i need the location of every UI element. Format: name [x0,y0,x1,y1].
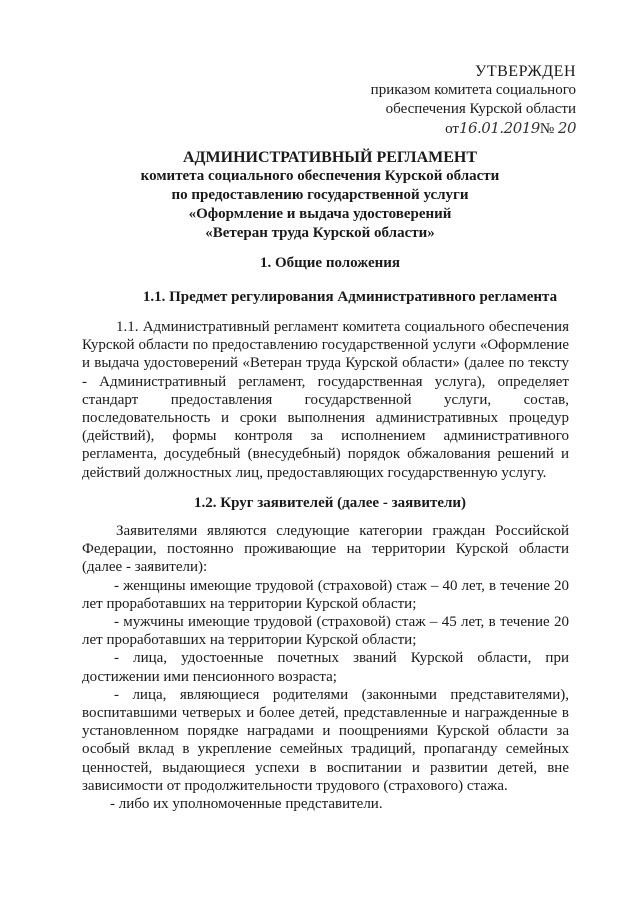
number-prefix: № [539,121,555,137]
title-line: «Ветеран труда Курской области» [205,225,435,241]
list-item: - мужчины имеющие трудовой (страховой) стаж – 45 лет, в течение 20 лет проработавших на территории Курской области; [82,614,569,649]
applicants-list [82,522,569,813]
subsection-heading: 1.1. Предмет регулирования Административного регламента [142,289,558,305]
date-prefix: от [445,121,459,137]
approval-line: приказом комитета социального [370,82,576,98]
list-item: - лица, являющиеся родителями (законными представителями), воспитавшими четверых и более детей, представленные и награжденные в установленном порядке наградами и поощрениями Курской области за особый вклад в укрепление семейных традиций, пропаганду семейных ценностей, выдающиеся успехи в воспитании и развитии детей, вне зависимости от продолжительности трудового (страхового) стажа. [82,686,569,794]
list-item: - лица, удостоенные почетных званий Курской области, при достижении ими пенсионного возраста; [82,650,569,685]
title-line: по предоставлению государственной услуги [171,187,469,203]
paragraph-text: Заявителями являются следующие категории граждан Российской Федерации, постоянно проживающие на территории Курской области (далее - заявители): [82,523,569,576]
subsection-paragraph [82,318,569,482]
title-main: АДМИНИСТРАТИВНЫЙ РЕГЛАМЕНТ [182,149,478,166]
document-title [60,148,580,243]
approval-stamp [316,62,576,139]
handwritten-date: 16.01.2019 [458,119,540,137]
approval-heading: УТВЕРЖДЕН [475,63,576,80]
paragraph-text: 1.1. Административный регламент комитета социального обеспечения Курской области по предоставлению государственной услуги «Оформление и выдача удостоверений «Ветеран труда Курской области» (далее по тексту - Административный регламент, государственная услуга), определяет стандарт предоставления государственной услуги, состав, последовательность и сроки выполнения административных процедур (действий), формы контроля за исполнением административного регламента, досудебный (внесудебный) порядок обжалования решений и действий должностных лиц, предоставляющих государственную услугу. [82,319,569,481]
approval-date-line [316,119,576,139]
handwritten-number: 20 [557,119,576,137]
approval-line: обеспечения Курской области [385,101,576,117]
section-heading: 1. Общие положения [259,255,401,271]
title-line: «Оформление и выдача удостоверений [188,206,452,222]
list-item: - либо их уполномоченные представители. [110,796,383,813]
title-line: комитета социального обеспечения Курской области [140,168,500,184]
list-item: - женщины имеющие трудовой (страховой) стаж – 40 лет, в течение 20 лет проработавших на территории Курской области; [82,577,569,612]
subsection-heading: 1.2. Круг заявителей (далее - заявители) [193,495,467,511]
